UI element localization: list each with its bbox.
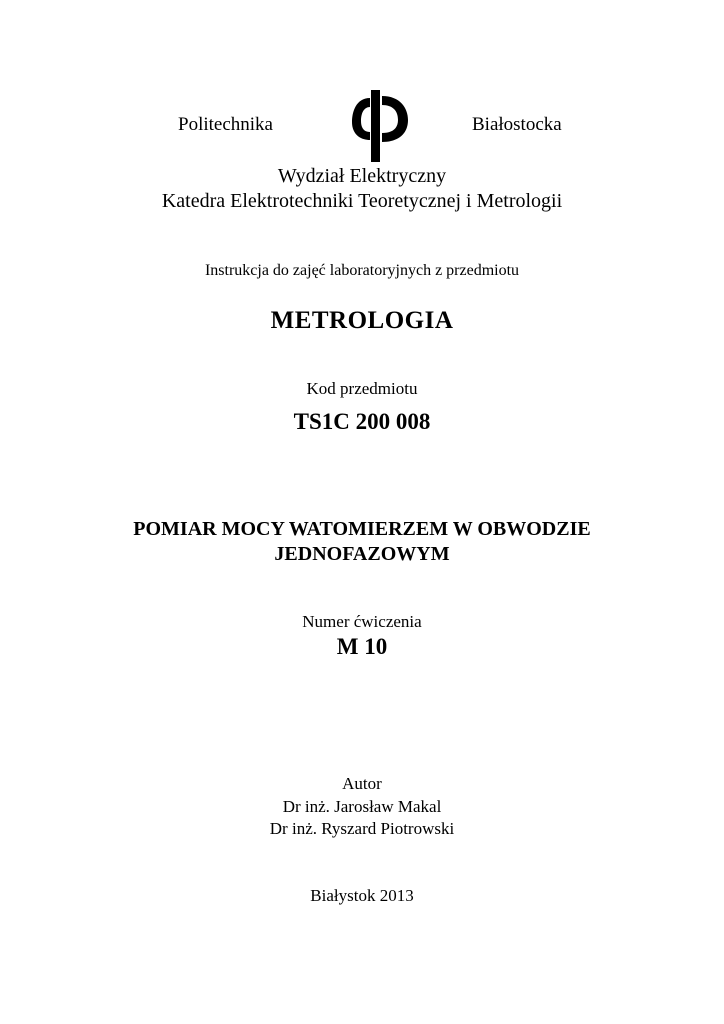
subject-title: METROLOGIA [270,307,454,334]
pb-logo-icon [346,86,414,164]
department-name: Katedra Elektrotechniki Teoretycznej i Metrologii [161,190,563,212]
instruction-text: Instrukcja do zajęć laboratoryjnych z przedmiotu [204,262,520,279]
exercise-title-line1: POMIAR MOCY WATOMIERZEM W OBWODZIE [133,518,591,540]
course-code-label: Kod przedmiotu [306,379,418,398]
place-and-year: Białystok 2013 [310,886,414,905]
exercise-number-value: M 10 [336,634,388,659]
author-label: Autor [342,774,382,793]
exercise-title-line2: JEDNOFAZOWYM [274,543,450,565]
author-name: Dr inż. Jarosław Makal [282,797,442,816]
university-name-right: Białostocka [472,114,562,135]
course-code-value: TS1C 200 008 [293,409,431,434]
faculty-name: Wydział Elektryczny [277,165,447,187]
author-name: Dr inż. Ryszard Piotrowski [269,819,455,838]
university-name-left: Politechnika [178,114,273,135]
exercise-number-label: Numer ćwiczenia [302,612,422,631]
